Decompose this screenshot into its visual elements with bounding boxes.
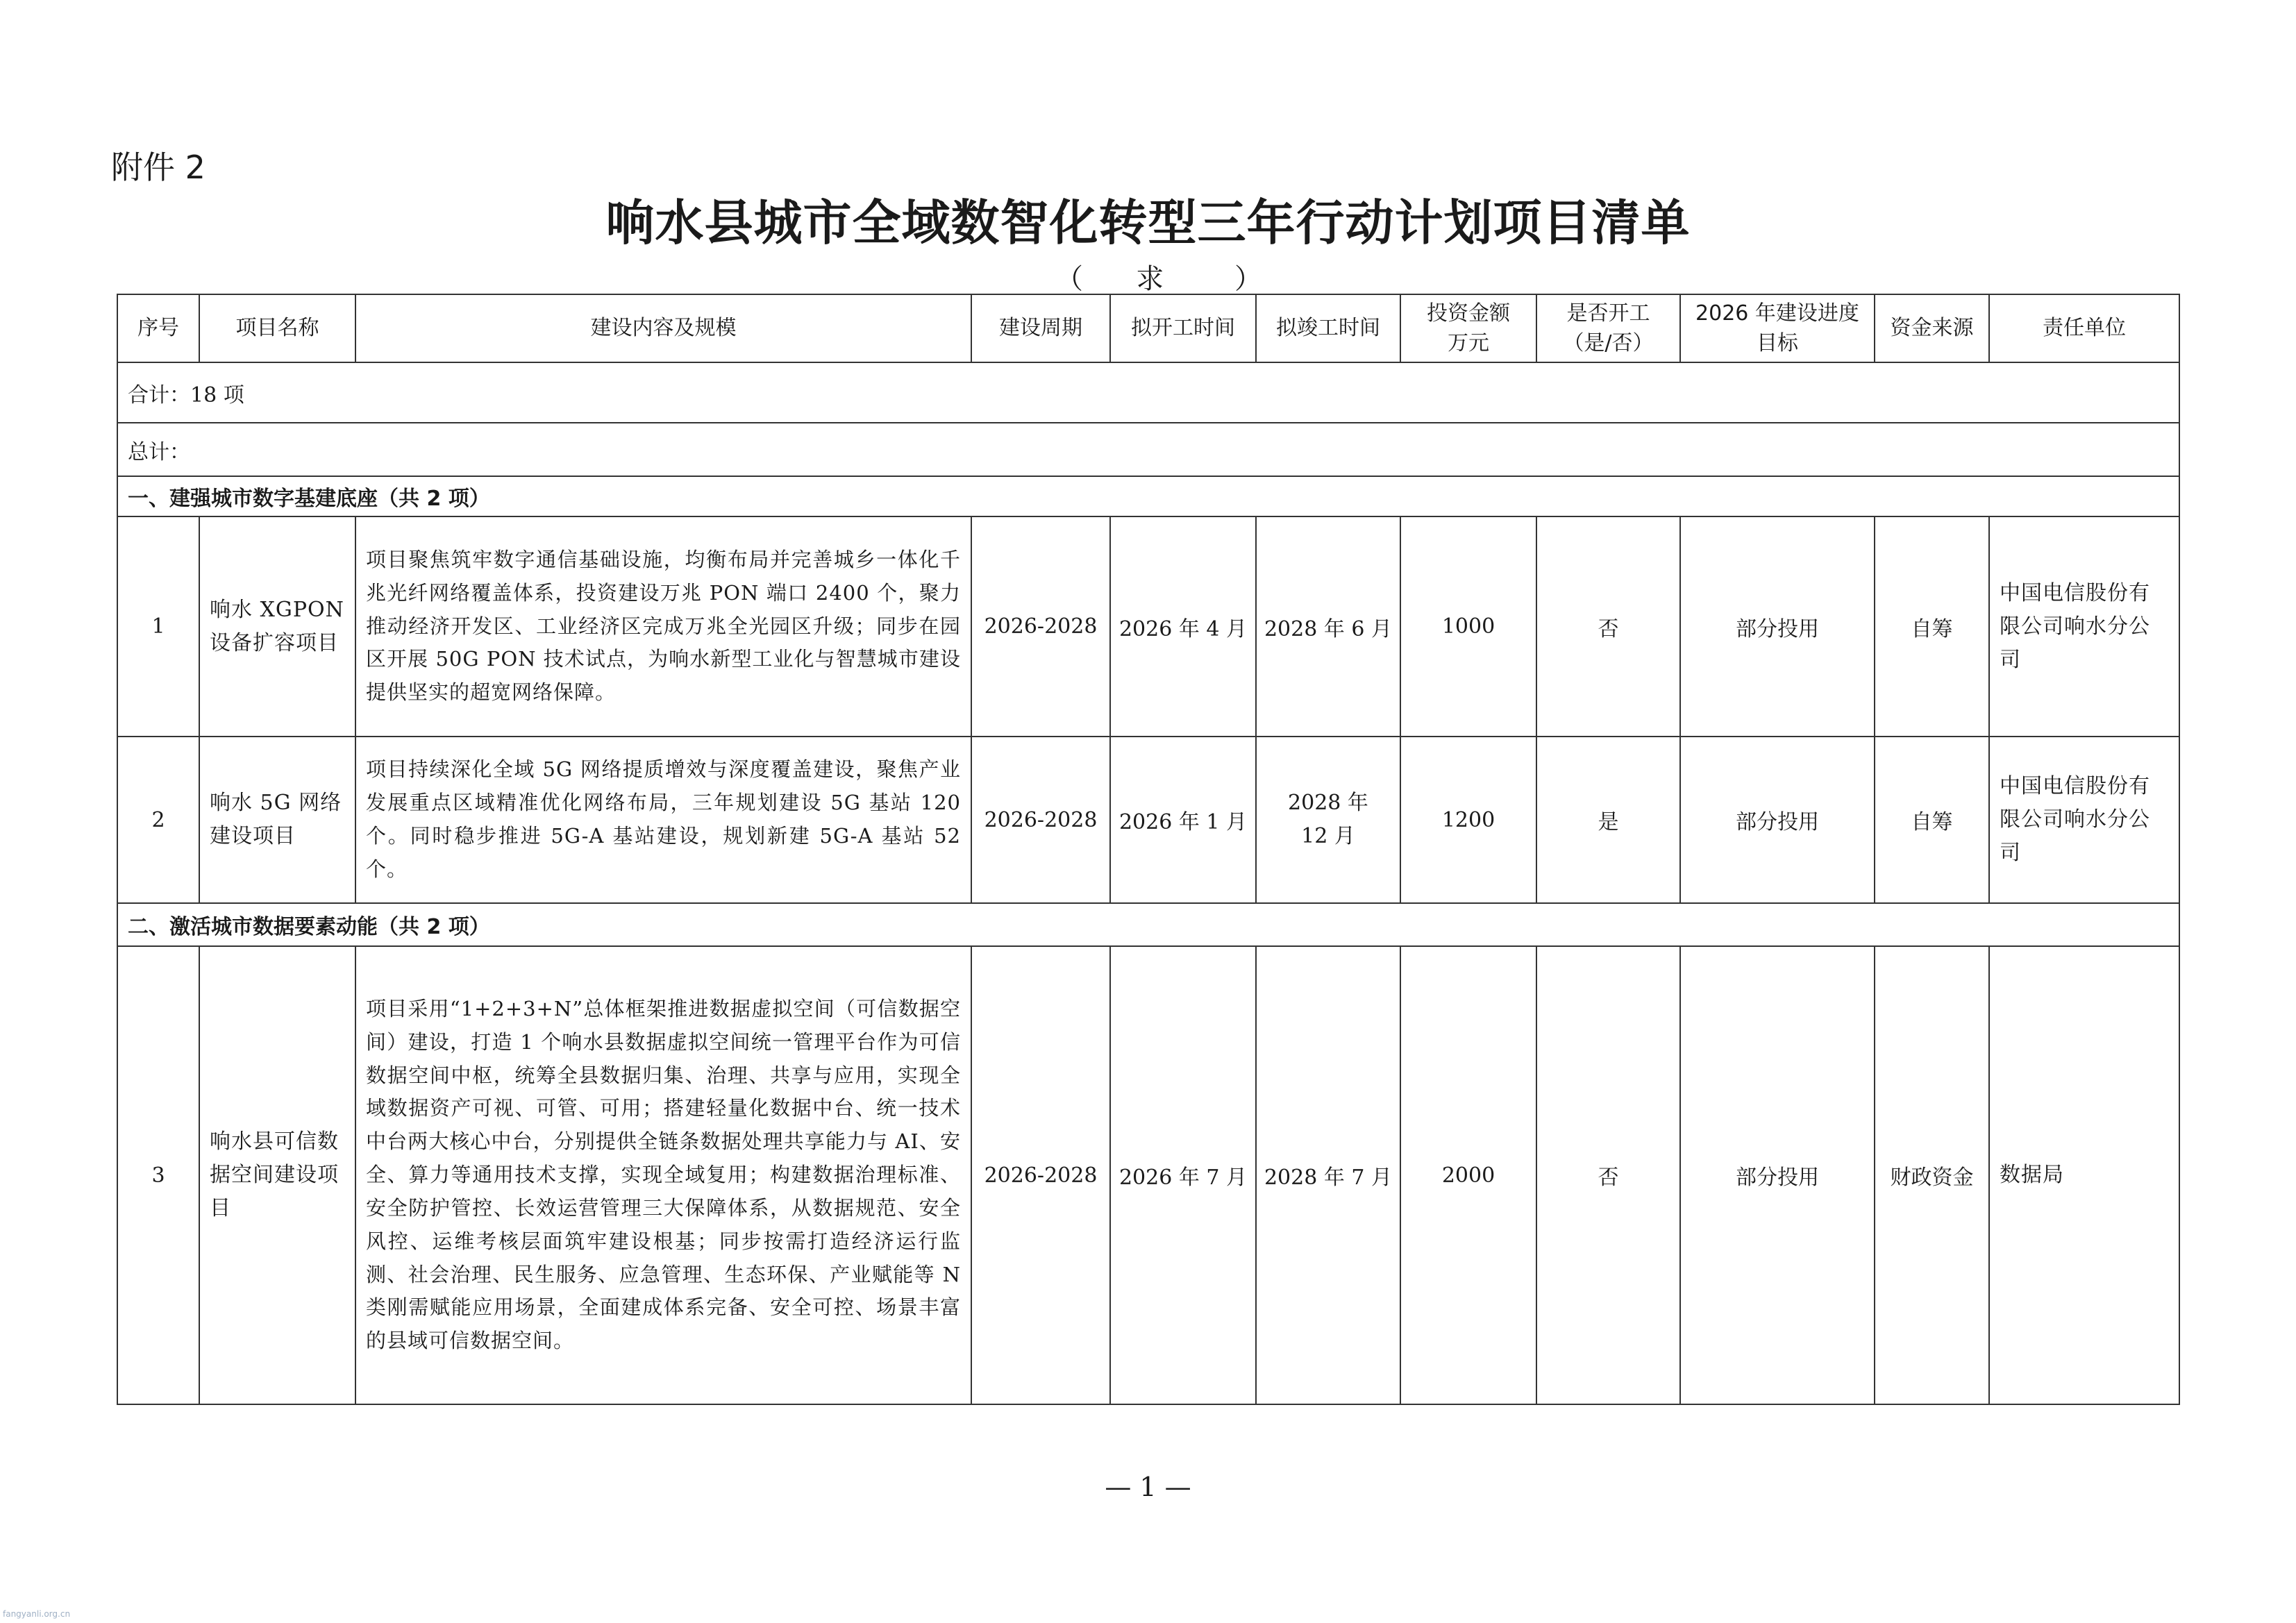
cell-content: 项目采用“1+2+3+N”总体框架推进数据虚拟空间（可信数据空间）建设，打造 1 个响水县数据虚拟空间统一管理平台作为可信数据空间中枢，统筹全县数据归集、治理、共享与应用，实现全域数据资产可视、可管、可用；搭建轻量化数据中台、统一技术中台两大核心中台，分别提供全链条数据处理共享能力与 AI、安全、算力等通用技术支撑，实现全域复用；构建数据治理标准、安全防护管控、长效运营管理三大保障体系，从数据规范、安全风控、运维考核层面筑牢建设根基；同步按需打造经济运行监测、社会治理、民生服务、应急管理、生态环保、产业赋能等 N 类刚需赋能应用场景，全面建成体系完备、安全可控、场景丰富的县域可信数据空间。 <box>355 946 971 1404</box>
section-row <box>117 476 2179 516</box>
section-title: 一、建强城市数字基建底座（共 2 项） <box>117 476 2179 516</box>
summary-total: 总计： <box>117 423 2179 476</box>
summary-count-row <box>117 362 2179 423</box>
cell-unit: 中国电信股份有限公司响水分公司 <box>1989 516 2179 737</box>
cell-investment: 1200 <box>1400 737 1536 903</box>
cell-name: 响水县可信数据空间建设项目 <box>199 946 355 1404</box>
cell-end: 2028 年 6 月 <box>1256 516 1400 737</box>
cell-content: 项目持续深化全域 5G 网络提质增效与深度覆盖建设，聚焦产业发展重点区域精准优化网络布局，三年规划建设 5G 基站 120 个。同时稳步推进 5G-A 基站建设，规划新建 5G-A 基站 52 个。 <box>355 737 971 903</box>
cell-unit: 数据局 <box>1989 946 2179 1404</box>
cell-funding: 自筹 <box>1875 737 1989 903</box>
header-name: 项目名称 <box>199 294 355 362</box>
header-started-line1: 是否开工 <box>1566 301 1650 326</box>
cell-started: 是 <box>1536 737 1680 903</box>
header-started <box>1536 294 1680 362</box>
cell-progress: 部分投用 <box>1680 946 1875 1404</box>
cell-unit: 中国电信股份有限公司响水分公司 <box>1989 737 2179 903</box>
cell-content: 项目聚焦筑牢数字通信基础设施，均衡布局并完善城乡一体化千兆光纤网络覆盖体系，投资建设万兆 PON 端口 2400 个，聚力推动经济开发区、工业经济区完成万兆全光园区升级；同步在园区开展 50G PON 技术试点，为响水新型工业化与智慧城市建设提供坚实的超宽网络保障。 <box>355 516 971 737</box>
table-row <box>117 946 2179 1404</box>
cell-start: 2026 年 4 月 <box>1110 516 1256 737</box>
header-funding: 资金来源 <box>1875 294 1989 362</box>
cell-started: 否 <box>1536 516 1680 737</box>
cell-period: 2026-2028 <box>971 946 1110 1404</box>
page-number: — 1 — <box>1105 1472 1191 1502</box>
header-investment-line1: 投资金额 <box>1427 301 1510 326</box>
table-header-row <box>117 294 2179 362</box>
header-started-line2: （是/否） <box>1563 331 1654 355</box>
header-progress <box>1680 294 1875 362</box>
cell-funding: 自筹 <box>1875 516 1989 737</box>
cell-end: 2028 年 12 月 <box>1256 737 1400 903</box>
section-title: 二、激活城市数据要素动能（共 2 项） <box>117 903 2179 946</box>
watermark: fangyanli.org.cn <box>3 1609 71 1619</box>
cell-name: 响水 5G 网络建设项目 <box>199 737 355 903</box>
header-end: 拟竣工时间 <box>1256 294 1400 362</box>
cell-investment: 1000 <box>1400 516 1536 737</box>
header-unit: 责任单位 <box>1989 294 2179 362</box>
project-table <box>117 294 2180 1405</box>
cell-seq: 1 <box>117 516 199 737</box>
table-row <box>117 516 2179 737</box>
document-title: 响水县城市全域数智化转型三年行动计划项目清单 <box>605 194 1691 251</box>
cell-progress: 部分投用 <box>1680 516 1875 737</box>
summary-total-row <box>117 423 2179 476</box>
header-investment <box>1400 294 1536 362</box>
header-progress-line1: 2026 年建设进度 <box>1695 301 1859 326</box>
cell-start: 2026 年 7 月 <box>1110 946 1256 1404</box>
document-subtitle: （ 求 ） <box>1055 263 1263 295</box>
table-row <box>117 737 2179 903</box>
header-investment-line2: 万元 <box>1448 331 1489 355</box>
cell-funding: 财政资金 <box>1875 946 1989 1404</box>
attachment-label: 附件 2 <box>111 149 206 186</box>
cell-seq: 2 <box>117 737 199 903</box>
header-start: 拟开工时间 <box>1110 294 1256 362</box>
cell-start: 2026 年 1 月 <box>1110 737 1256 903</box>
header-progress-line2: 目标 <box>1757 331 1798 355</box>
header-content: 建设内容及规模 <box>355 294 971 362</box>
cell-period: 2026-2028 <box>971 737 1110 903</box>
cell-seq: 3 <box>117 946 199 1404</box>
header-seq: 序号 <box>117 294 199 362</box>
cell-progress: 部分投用 <box>1680 737 1875 903</box>
cell-investment: 2000 <box>1400 946 1536 1404</box>
cell-end: 2028 年 7 月 <box>1256 946 1400 1404</box>
section-row <box>117 903 2179 946</box>
cell-started: 否 <box>1536 946 1680 1404</box>
summary-count: 合计：18 项 <box>117 362 2179 423</box>
cell-name: 响水 XGPON 设备扩容项目 <box>199 516 355 737</box>
cell-period: 2026-2028 <box>971 516 1110 737</box>
header-period: 建设周期 <box>971 294 1110 362</box>
